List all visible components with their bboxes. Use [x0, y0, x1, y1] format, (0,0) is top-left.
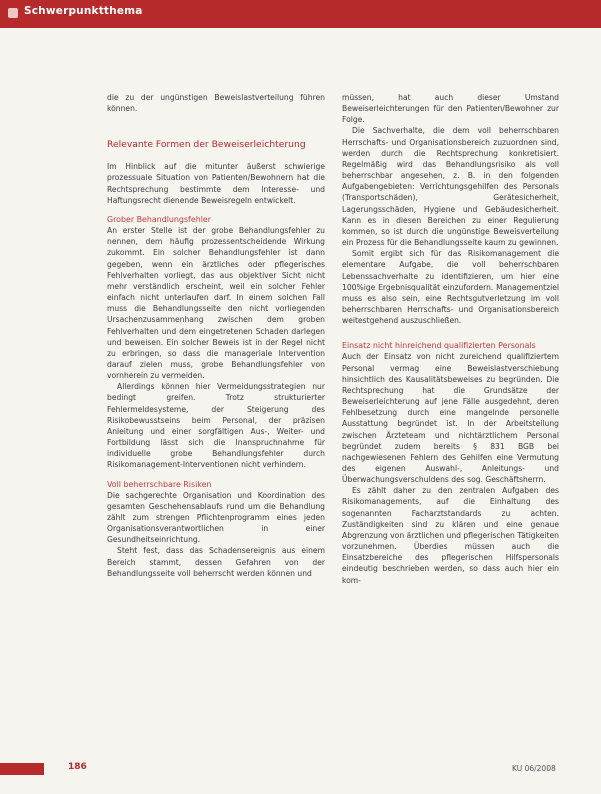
left-column — [107, 92, 325, 579]
subheading: Einsatz nicht hinreichend qualifizierten Personals — [342, 341, 536, 351]
right-column — [342, 92, 559, 586]
section-marker-icon — [8, 8, 18, 18]
subheading: Grober Behandlungsfehler — [107, 214, 211, 224]
paragraph: Die sachgerechte Organisation und Koordination des gesamten Geschehensablaufs rund um die Behandlung zählt zum strengen Pflichtenprogramm eines jeden Organisationsverantwortlichen in einer Gesundheitseinrichtung. — [107, 490, 325, 545]
paragraph: An erster Stelle ist der grobe Behandlungsfehler zu nennen, dem häufig prozessentscheidende Wirkung zukommt. Ein solcher Behandlungsfehler ist dann gegeben, wenn ein ärztliches oder pflegerisches Fehlverhalten vorliegt, das aus objektiver Sicht nicht mehr verständlich erscheint, weil ein solcher Fehler einfach nicht unterlaufen darf. In einem solchen Fall muss die Behandlungsseite den nicht vorliegenden Ursachenzusammenhang zwischen dem groben Fehlverhalten und dem eingetretenen Schaden darlegen und beweisen. Ein solcher Beweis ist in der Regel nicht zu erbringen, so dass die manageriale Intervention darauf zielen muss, grobe Behandlungsfehler von vornherein zu vermeiden. — [107, 226, 325, 381]
paragraph: Somit ergibt sich für das Risikomanagement die elementare Aufgabe, die voll beherrschbaren Lebenssachverhalte zu identifizieren, um hier eine 100%ige Ergebnisqualität einzufordern. Managementziel muss es also sein, eine Rechtsgutverletzung im voll beherrschbaren Herrschafts- und Organisationsbereich weitestgehend auszuschließen. — [342, 249, 559, 326]
subheading: Voll beherrschbare Risiken — [107, 479, 212, 489]
paragraph: Allerdings können hier Vermeidungsstrategien nur bedingt greifen. Trotz strukturierter Fehlermeldesysteme, der Steigerung des Risikobewusstseins beim Personal, der präzisen Anleitung und einer sorgfältigen Aus-, Weiter- und Fortbildung lässt sich die Inanspruchnahme für individuelle grobe Behandlungsfehler durch Risikomanagement-Interventionen nicht verhindern. — [107, 382, 325, 470]
paragraph: die zu der ungünstigen Beweislastverteilung führen können. — [107, 93, 325, 114]
issue-label: KU 06/2008 — [512, 764, 556, 773]
page-number: 186 — [68, 762, 87, 772]
paragraph: Es zählt daher zu den zentralen Aufgaben des Risikomanagements, auf die Einhaltung des sogenannten Facharztstandards zu achten. Zuständigkeiten sind zu klären und eine genaue Abgrenzung von ärztlichen und pflegerischen Tätigkeiten vorzunehmen. Überdies müssen auch die Einsatzbereiche des pflegerischen Hilfspersonals eindeutig beschrieben werden, so dass auch hier ein kom- — [342, 486, 559, 585]
section-title: Schwerpunktthema — [24, 5, 143, 17]
footer-accent-bar — [0, 763, 44, 775]
paragraph: müssen, hat auch dieser Umstand Beweiserleichterungen für den Patienten/Bewohner zur Folge. — [342, 93, 559, 125]
paragraph: Steht fest, dass das Schadensereignis aus einem Bereich stammt, dessen Gefahren von der Behandlungsseite voll beherrscht werden können und — [107, 546, 325, 578]
paragraph: Auch der Einsatz von nicht zureichend qualifiziertem Personal vermag eine Beweislastverschiebung hinsichtlich des Kausalitätsbeweises zu begründen. Die Rechtsprechung hat die Grundsätze der Beweiserleichterung auf jene Fälle ausgedehnt, deren Fehlbesetzung durch eine mangelnde personelle Ausstattung begründet ist. In der Arbeitsteilung zwischen Ärzteteam und nichtärztlichem Personal begründet zudem bereits § 831 BGB bei nachgewiesenen Fehlern des Gehilfen eine Vermutung des eigenen Auswahl-, Anleitungs- und Überwachungsverschuldens des sog. Geschäftsherrn. — [342, 352, 559, 485]
paragraph: Die Sachverhalte, die dem voll beherrschbaren Herrschafts- und Organisationsbereich zuzuordnen sind, werden durch die Rechtsprechung konkretisiert. Regelmäßig wird das Behandlungsrisiko als voll beherrschbar angesehen, z. B. in den folgenden Aufgabengebieten: Verrichtungsgehilfen des Personals (Transportschäden), Gerätesicherheit, Lagerungsschäden, Hygiene und Gebäudesicherheit. Kann es in diesen Bereichen zu einer Regulierung kommen, so ist durch die ungünstige Beweisverteilung ein Prozess für die Behandlungsseite kaum zu gewinnen. — [342, 126, 559, 248]
section-heading: Relevante Formen der Beweiserleichterung — [107, 139, 306, 151]
paragraph: Im Hinblick auf die mitunter äußerst schwierige prozessuale Situation von Patienten/Bewohnern hat die Rechtsprechung bestimmte dem Interesse- und Haftungsrecht dienende Beweisregeln entwickelt. — [107, 162, 325, 205]
section-header-bar — [0, 0, 601, 28]
